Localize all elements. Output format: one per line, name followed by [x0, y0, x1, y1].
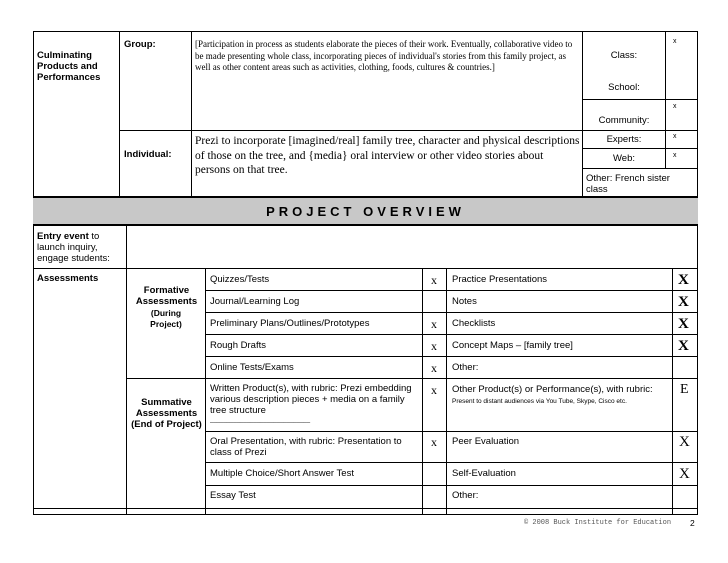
formative-right-mark: X [678, 316, 689, 332]
summative-left-mark: x [431, 435, 437, 449]
formative-left-item: Quizzes/Tests [210, 274, 270, 285]
summative-left-mark: x [431, 383, 437, 397]
summative-left-item: Oral Presentation, with rubric: Presentation to class of Prezi [210, 436, 402, 458]
formative-assessments-label: Formative Assessments [135, 285, 198, 307]
formative-left-item: Preliminary Plans/Outlines/Prototypes [210, 318, 370, 329]
footer-page-number: 2 [690, 518, 695, 528]
audience-web-mark: x [673, 152, 677, 159]
formative-left-mark: x [431, 339, 437, 353]
summative-right-item: Peer Evaluation [452, 436, 520, 447]
audience-class-mark: x [673, 38, 677, 45]
audience-school-label: School: [608, 82, 640, 93]
formative-right-item: Concept Maps – [family tree] [452, 340, 573, 351]
audience-other: Other: French sister class [586, 173, 670, 195]
summative-assessments-label: Summative Assessments (End of Project) [131, 397, 202, 430]
formative-right-mark: X [678, 294, 689, 310]
formative-left-mark: x [431, 273, 437, 287]
formative-right-mark: X [678, 338, 689, 354]
formative-left-item: Journal/Learning Log [210, 296, 300, 307]
audience-community-mark: x [673, 103, 677, 110]
formative-right-item: Other: [452, 362, 479, 373]
summative-right-note: Present to distant audiences via You Tube, Skype, Cisco etc. [452, 398, 627, 405]
formative-left-item: Rough Drafts [210, 340, 266, 351]
overview-title: PROJECT OVERVIEW [266, 204, 465, 219]
summative-right-mark: E [680, 382, 689, 397]
formative-assessments-sublabel: (During Project) [150, 308, 182, 329]
audience-class-label: Class: [610, 50, 638, 61]
formative-left-mark: x [431, 317, 437, 331]
formative-left-item: Online Tests/Exams [210, 362, 294, 373]
individual-label: Individual: [124, 149, 172, 160]
group-description: [Participation in process as students elaborate the pieces of their work. Eventually, collaborative video to be made presenting whole class, incorporating pieces of individual's stories from this family project, as well as other content areas such as activities, clothing, foods, cultures & countries.] [195, 39, 573, 72]
summative-left-underline: ______________________________ [210, 417, 311, 423]
formative-right-item: Notes [452, 296, 477, 307]
formative-right-mark: X [678, 272, 689, 288]
individual-description: Prezi to incorporate [imagined/real] family tree, character and physical descriptions of those on the tree, and {media} oral interview or other video stories about persons on that tree. [195, 135, 580, 176]
formative-right-item: Checklists [452, 318, 496, 329]
entry-event-label-bold: Entry event [37, 231, 89, 242]
summative-right-item: Other: [452, 490, 479, 501]
footer-copyright: © 2008 Buck Institute for Education [524, 519, 672, 527]
formative-right-item: Practice Presentations [452, 274, 548, 285]
audience-community-label: Community: [598, 115, 650, 126]
section-label-culminating-products: Culminating Products and Performances [37, 50, 101, 83]
summative-right-item: Other Product(s) or Performance(s), with rubric: [452, 384, 653, 395]
summative-left-item: Multiple Choice/Short Answer Test [210, 468, 354, 479]
entry-event-label [37, 231, 123, 264]
summative-right-mark: X [679, 466, 690, 482]
entry-event-label-rest: to launch inquiry, engage students: [37, 231, 110, 264]
summative-right-mark: X [679, 434, 690, 450]
summative-right-item: Self-Evaluation [452, 468, 516, 479]
summative-left-item: Essay Test [210, 490, 256, 501]
assessments-label: Assessments [37, 273, 99, 284]
formative-left-mark: x [431, 361, 437, 375]
group-label: Group: [124, 39, 156, 50]
audience-experts-mark: x [673, 133, 677, 140]
audience-experts-label: Experts: [606, 134, 642, 145]
audience-web-label: Web: [612, 153, 635, 164]
summative-left-item: Written Product(s), with rubric: Prezi embedding various description pieces + media on a family tree structure [210, 383, 412, 416]
